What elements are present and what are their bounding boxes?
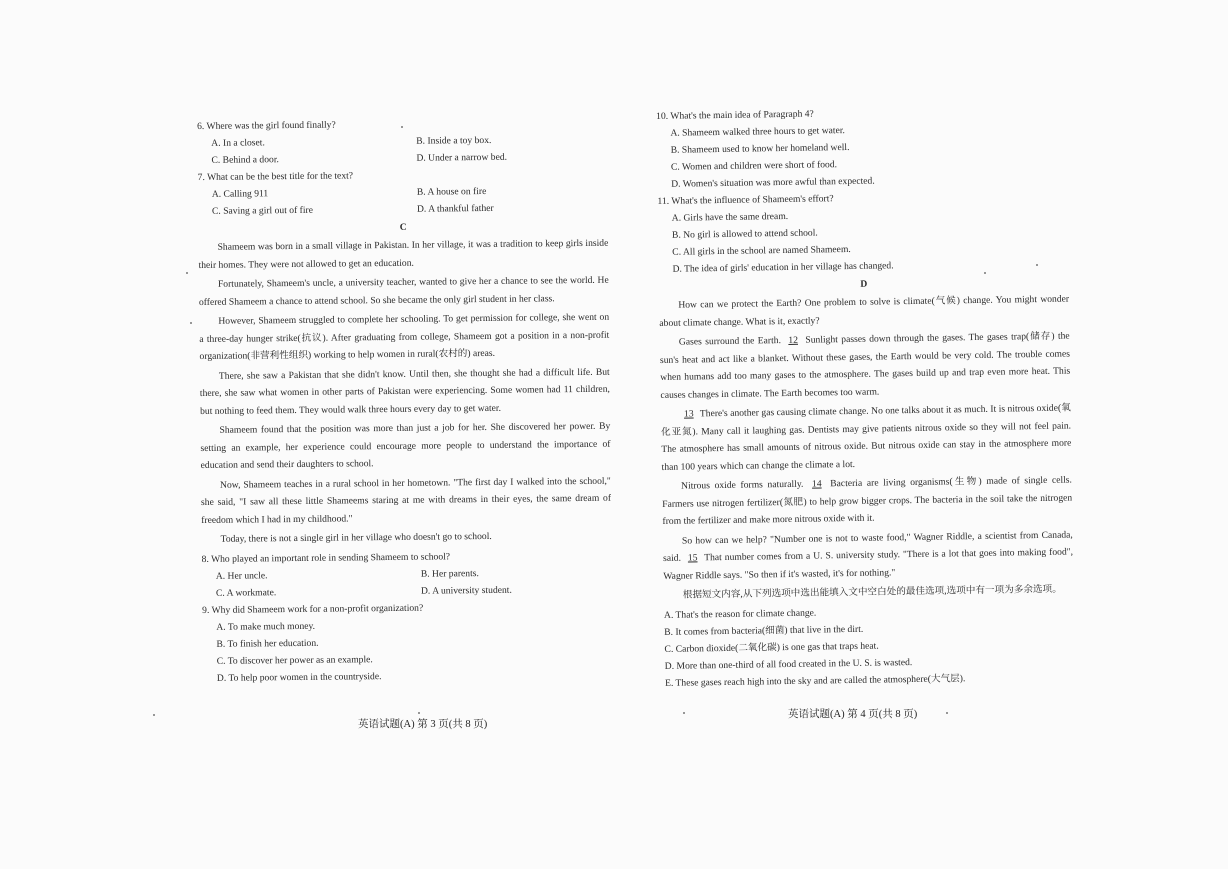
q6-option-c: C. Behind a door. <box>211 154 279 166</box>
q11-option-c: C. All girls in the school are named Shameem. <box>672 243 851 258</box>
q8-option-c: C. A workmate. <box>215 586 277 599</box>
page-3-footer: 英语试题(A) 第 3 页(共 8 页) <box>358 719 488 730</box>
scan-speck <box>190 322 192 324</box>
question-9-stem: 9. Why did Shameem work for a non-profit organization? <box>202 602 424 616</box>
choice-e: E. These gases reach high into the sky and are called the atmosphere(大气层). <box>664 672 966 689</box>
q8-option-b: B. Her parents. <box>420 567 479 580</box>
p5-rest: That number comes from a U. S. university study. "There is a lot that goes into making food", Wagner Riddle says. "So then if it's wasted, it's for nothing." <box>663 546 1074 582</box>
passage-c-paragraph-4: There, she saw a Pakistan that she didn't know. Until then, she thought she had a difficult life. But there, she saw what women in other parts of Pakistan were experiencing. Some women had 11 children, but nothing to feed them. They would walk three hours every day to get water. <box>199 366 610 417</box>
scan-speck <box>153 714 155 716</box>
passage-c-paragraph-6: Now, Shameem teaches in a rural school in her hometown. "The first day I walked into the school," she said, "I saw all these little Shameems staring at me with dreams in their eyes, the same dream of freedom which I had in my childhood." <box>200 475 612 526</box>
q10-option-d: D. Women's situation was more awful than expected. <box>671 175 875 190</box>
p2-rest: Sunlight passes down through the gases. The gases trap(储存) the sun's heat and act like a blanket. Without these gases, the Earth would be very cold. The trouble comes when humans add too many gases to the atmosphere. The gases build up and trap even more heat. This causes changes in climate. The Earth becomes too warm. <box>659 330 1071 401</box>
passage-c-paragraph-7: Today, there is not a single girl in her village who doesn't go to school. <box>220 530 492 545</box>
q7-option-c: C. Saving a girl out of fire <box>211 204 314 217</box>
q10-option-c: C. Women and children were short of food. <box>670 159 838 173</box>
blank-14: 14 <box>811 478 822 490</box>
q7-option-a: A. Calling 911 <box>211 188 269 200</box>
q9-option-c: C. To discover her power as an example. <box>216 653 373 667</box>
question-6-options <box>211 131 607 169</box>
p5-lead: So how can we help? "Number one is not to waste food," Wagner Riddle, a scientist from Canada, said. <box>662 529 1073 564</box>
passage-d-paragraph-4 <box>662 472 1073 531</box>
passage-d-paragraph-5 <box>663 526 1074 585</box>
p3-rest: There's another gas causing climate change. No one talks about it as much. It is nitrous oxide(氧化亚氮). Many call it laughing gas. Dentists may give patients nitrous oxide so they will not feel pain. The atmosphere has small amounts of nitrous oxide. But nitrous oxide can stay in the atmosphere more than 100 years which can change the climate a lot. <box>661 402 1072 473</box>
blank-15: 15 <box>687 552 698 564</box>
scan-speck <box>418 712 420 714</box>
scan-speck <box>401 126 403 128</box>
question-6-stem: 6. Where was the girl found finally? <box>197 119 336 132</box>
scan-speck <box>1036 264 1038 266</box>
section-d-heading: D <box>860 278 868 290</box>
scan-speck <box>946 712 948 714</box>
scan-speck <box>984 272 986 274</box>
q7-option-d: D. A thankful father <box>416 202 494 215</box>
question-11-stem: 11. What's the influence of Shameem's effort? <box>657 193 834 207</box>
page-4 <box>656 102 1075 692</box>
q8-option-d: D. A university student. <box>420 584 512 597</box>
q8-option-a: A. Her uncle. <box>215 569 268 582</box>
passage-c-paragraph-3: However, Shameem struggled to complete her schooling. To get permission for college, she went on a three-day hunger strike(抗议). After graduating from college, Shameem got a position in a non-profit organization(非营利性组织) working to help women in rural(农村的) areas. <box>199 311 610 362</box>
p4-rest: Bacteria are living organisms(生物) made of single cells. Farmers use nitrogen fertilizer(氮肥) to help grow bigger crops. The bacteria in the soil take the nitrogen from the fertilizer and make more nitrous oxide with it. <box>662 474 1073 527</box>
p2-lead: Gases surround the Earth. <box>678 335 782 348</box>
choice-d: D. More than one-third of all food created in the U. S. is wasted. <box>664 656 913 672</box>
q9-option-a: A. To make much money. <box>216 620 316 633</box>
q10-option-b: B. Shameem used to know her homeland well. <box>670 141 850 156</box>
choice-b: B. It comes from bacteria(细菌) that live in the dirt. <box>664 623 864 638</box>
q9-option-d: D. To help poor women in the countryside. <box>216 670 382 684</box>
question-10-stem: 10. What's the main idea of Paragraph 4? <box>656 108 814 122</box>
passage-d-paragraph-2 <box>660 328 1071 404</box>
passage-c-paragraph-2: Fortunately, Shameem's uncle, a university teacher, wanted to give her a chance to see the world. He offered Shameem a chance to attend school. So she became the only girl student in her class. <box>198 274 609 308</box>
question-8-stem: 8. Who played an important role in sending Shameem to school? <box>201 550 451 565</box>
q11-option-a: A. Girls have the same dream. <box>671 210 789 224</box>
page-4-footer: 英语试题(A) 第 4 页(共 8 页) <box>788 709 918 720</box>
q11-option-d: D. The idea of girls' education in her village has changed. <box>672 260 894 275</box>
question-8-options <box>216 563 612 601</box>
passage-c-paragraph-1: Shameem was born in a small village in Pakistan. In her village, it was a tradition to keep girls inside their homes. They were not allowed to get an education. <box>198 237 609 271</box>
choice-a: A. That's the reason for climate change. <box>663 607 817 621</box>
q9-option-b: B. To finish her education. <box>216 637 319 650</box>
blank-12: 12 <box>788 334 799 346</box>
blank-13: 13 <box>683 408 694 420</box>
passage-c-paragraph-5: Shameem found that the position was more than just a job for her. She discovered her power. By setting an example, her experience could encourage more people to understand the importance of education and send their daughters to school. <box>200 420 611 471</box>
choice-c: C. Carbon dioxide(二氧化碳) is one gas that traps heat. <box>664 640 879 655</box>
q6-option-a: A. In a closet. <box>211 137 265 149</box>
question-7-stem: 7. What can be the best title for the text? <box>197 170 354 183</box>
question-7-options <box>212 182 608 220</box>
q10-option-a: A. Shameem walked three hours to get water. <box>670 125 845 139</box>
q11-option-b: B. No girl is allowed to attend school. <box>671 227 818 241</box>
scan-speck <box>186 272 188 274</box>
section-c-heading: C <box>399 221 407 233</box>
page-3 <box>197 114 613 687</box>
q7-option-b: B. A house on fire <box>416 185 487 198</box>
q6-option-b: B. Inside a toy box. <box>416 134 492 147</box>
scan-speck <box>683 712 685 714</box>
passage-d-paragraph-3 <box>661 400 1072 476</box>
q6-option-d: D. Under a narrow bed. <box>416 151 508 164</box>
p4-lead: Nitrous oxide forms naturally. <box>681 478 804 492</box>
task-instruction: 根据短文内容,从下列选项中选出能填入文中空白处的最佳选项,选项中有一项为多余选项。 <box>682 583 1062 601</box>
passage-d-paragraph-1: How can we protect the Earth? One problem to solve is climate(气候) change. You might wonder about climate change. What is it, exactly? <box>659 293 1070 329</box>
